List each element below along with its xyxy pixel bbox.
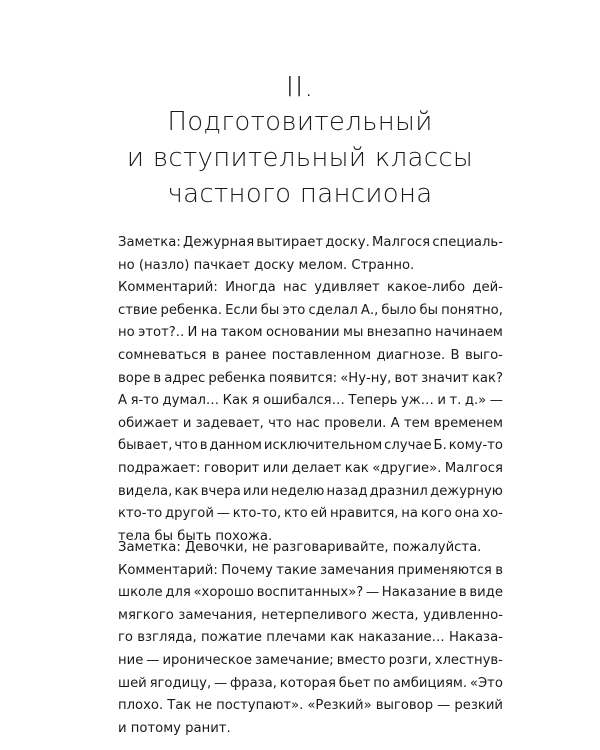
text-line: Комментарий: Иногда нас удивляет какое-либо дей- — [118, 280, 503, 296]
text-line: воре в адрес ребенка появится: «Ну-ну, вот значит как? — [118, 370, 503, 386]
text-line: ствие ребенка. Если бы это сделал А., было бы понятно, — [118, 302, 503, 318]
paragraph-block-1 — [118, 232, 503, 548]
text-line: тела бы быть похожа. — [118, 528, 273, 544]
text-line: и потому ранит. — [118, 720, 231, 736]
chapter-number: II. — [285, 70, 315, 103]
text-line: видела, как вчера или неделю назад дразнил дежурную — [118, 483, 503, 499]
chapter-heading — [0, 70, 600, 212]
chapter-title-line-1: Подготовительный — [167, 107, 433, 137]
text-line: мягкого замечания, нетерпеливого жеста, удивленно- — [118, 607, 503, 623]
text-line: Заметка: Девочки, не разговаривайте, пожалуйста. — [118, 540, 482, 555]
text-line: шей ягодицу, — фраза, которая бьет по амбициям. «Это — [118, 675, 503, 691]
text-line: школе для «хорошо воспитанных»? — Наказание в виде — [118, 585, 503, 601]
chapter-title-line-3: частного пансиона — [167, 179, 433, 209]
text-line: плохо. Так не поступают». «Резкий» выговор — резкий — [118, 698, 503, 714]
text-line: обижает и задевает, что нас провели. А тем временем — [118, 415, 503, 431]
text-line: Заметка: Дежурная вытирает доску. Малгося специаль- — [118, 235, 503, 250]
text-line: Комментарий: Почему такие замечания применяются в — [118, 562, 503, 578]
text-line: но этот?.. И на таком основании мы внезапно начинаем — [118, 325, 503, 341]
text-line: кто-то другой — кто-то, кто ей нравится, на кого она хо- — [118, 506, 503, 522]
text-line: подражает: говорит или делает как «другие». Малгося — [118, 460, 503, 476]
paragraph-block-2 — [118, 537, 503, 740]
text-line: но (назло) пачкает доску мелом. Странно. — [118, 257, 415, 273]
text-line: бывает, что в данном исключительном случае Б. кому-то — [118, 438, 503, 454]
chapter-title-line-2: и вступительный классы — [126, 143, 474, 173]
text-line: го взгляда, пожатие плечами как наказание… Наказа- — [118, 630, 503, 646]
text-line: А я-то думал… Как я ошибался… Теперь уж… и т. д.» — — [118, 393, 503, 409]
text-line: ние — ироническое замечание; вместо розги, хлестнув- — [118, 652, 503, 668]
text-line: сомневаться в ранее поставленном диагнозе. В выго- — [118, 347, 503, 363]
